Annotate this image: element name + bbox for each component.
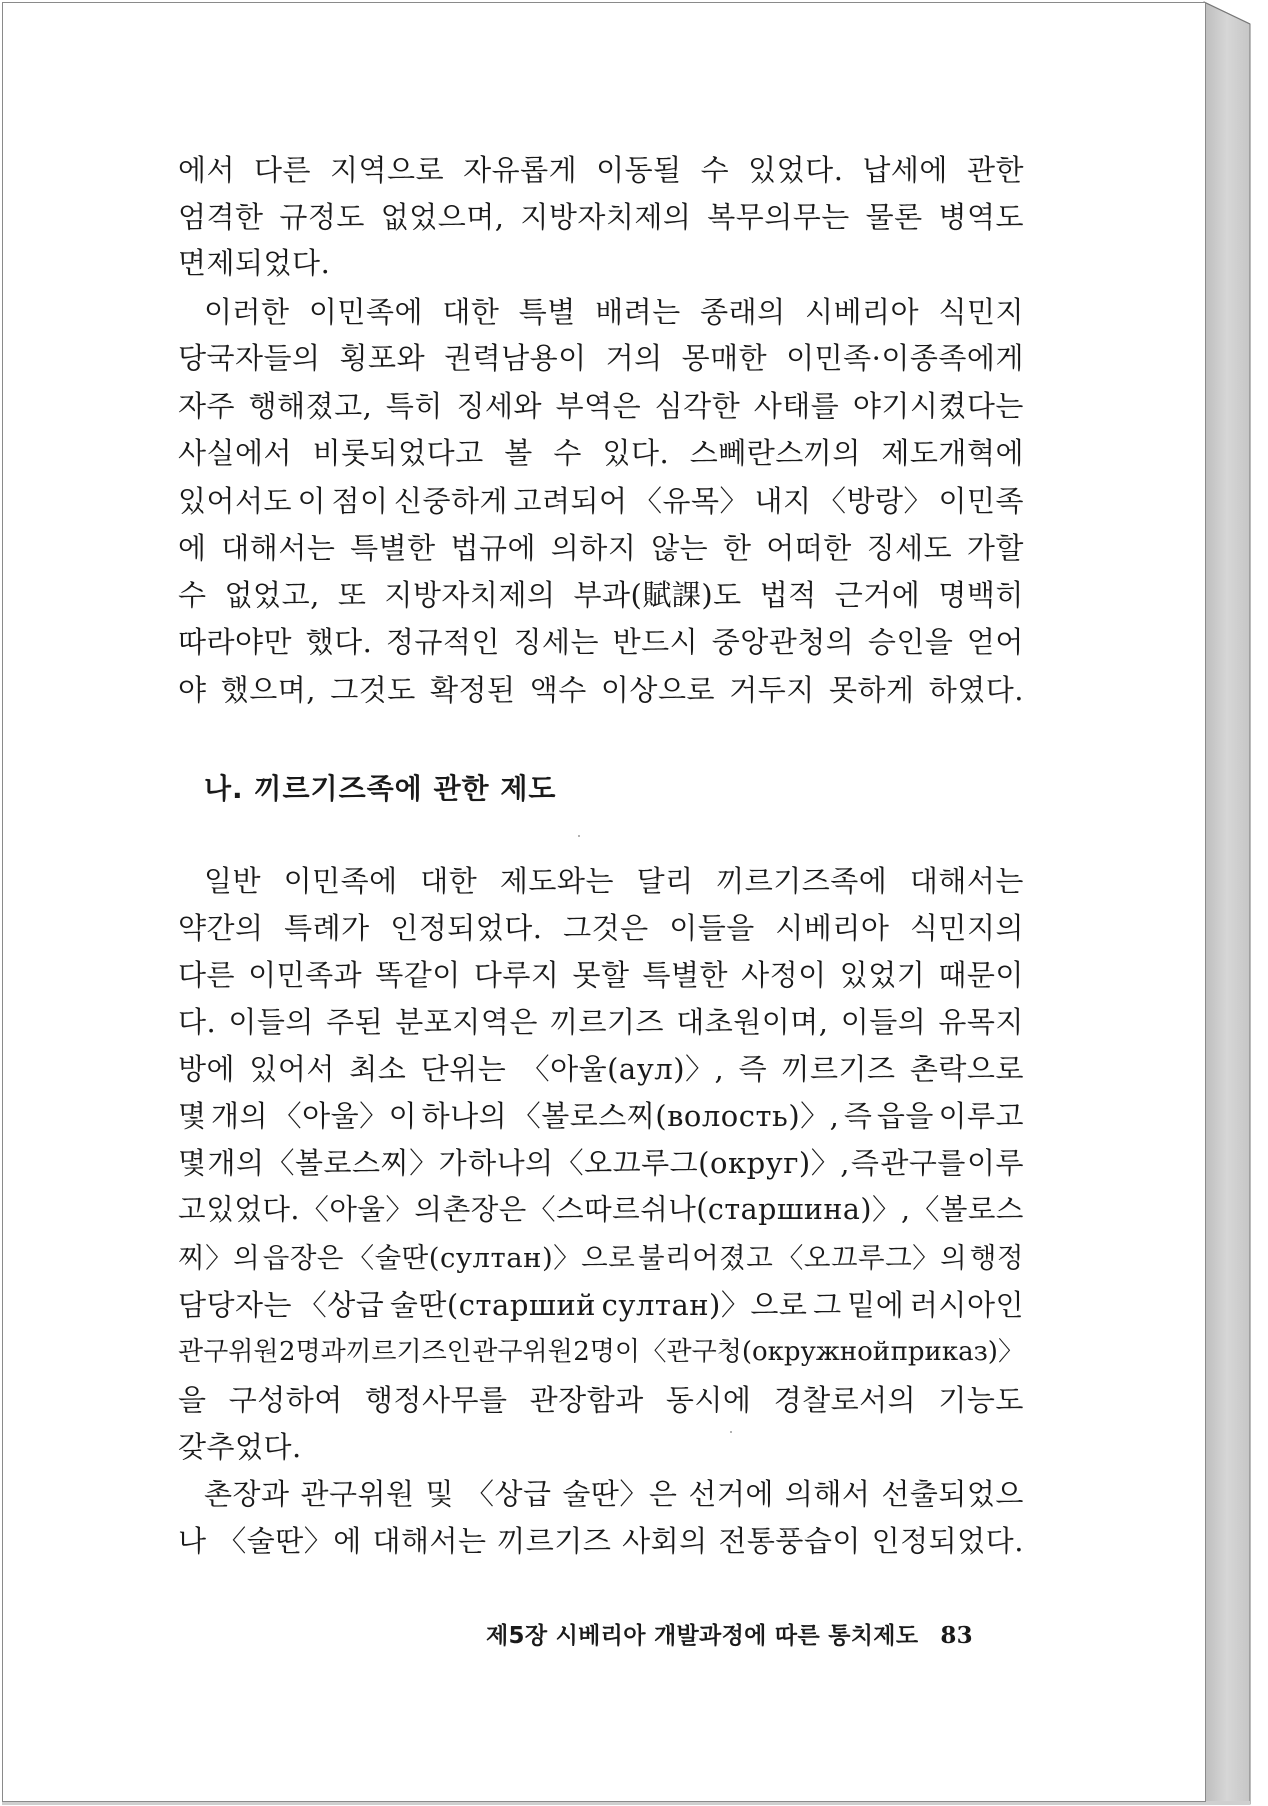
word: 확정된 <box>429 673 516 707</box>
word: 이민족과 <box>248 958 363 992</box>
word: 하나의 <box>468 1146 554 1180</box>
word: 고 <box>178 1193 207 1226</box>
word: 내지 <box>754 484 812 518</box>
word: 거두지 <box>729 673 815 707</box>
text-line <box>178 1096 1024 1136</box>
word: 즉 <box>738 1052 768 1086</box>
word: 인정되었다. <box>390 911 543 945</box>
word: 수 <box>700 153 730 187</box>
word: 엄격한 <box>178 200 264 234</box>
word: 끼르기즈 <box>497 1524 612 1558</box>
word: 대해서는 <box>909 864 1024 898</box>
word: 술딴〉은 <box>562 1477 678 1511</box>
word: 〈아울〉의 <box>300 1193 443 1226</box>
word: 점이 <box>331 484 389 518</box>
word: 식민지의 <box>909 911 1024 945</box>
word: 이 <box>297 484 327 518</box>
word: 다른 <box>178 958 236 992</box>
word: 않는 <box>651 531 709 565</box>
word: 거의 <box>605 341 663 375</box>
word: 수 <box>553 436 582 470</box>
word: 있었다. <box>206 1193 300 1226</box>
word: 주된 <box>326 1005 384 1039</box>
word: 지방자치제의 <box>384 578 556 612</box>
word: 징세도 <box>866 531 953 565</box>
word: 관구를 <box>880 1146 966 1180</box>
word: 식민지 <box>938 295 1024 329</box>
word: 비롯되었다고 <box>312 436 484 470</box>
word: 볼 <box>504 436 533 470</box>
word: 수 <box>178 578 207 612</box>
word: 몇 <box>178 1099 207 1133</box>
word: 특별 <box>518 295 576 329</box>
word: 고려되어 <box>513 484 628 518</box>
word: 밑에 <box>847 1288 905 1322</box>
word: 구성하여 <box>228 1383 343 1417</box>
word: 및 <box>425 1477 454 1511</box>
word: 전통풍습이 <box>718 1524 861 1558</box>
word: 읍장은 <box>262 1242 344 1274</box>
word: 관구위원 <box>300 1477 415 1511</box>
word: 이들을 <box>669 911 755 945</box>
word: 에 <box>178 531 207 565</box>
word: 중앙관청의 <box>711 625 855 659</box>
word: 이민족에 <box>308 295 423 329</box>
text-line <box>178 622 1024 662</box>
word: 의해서 <box>784 1477 871 1511</box>
word: 〈아울(аул)〉, <box>520 1052 725 1086</box>
text-line <box>204 292 1024 332</box>
word: 관구위원 <box>178 1337 279 1367</box>
word: приказ)〉 <box>890 1337 1024 1367</box>
word: 야기시켰다는 <box>852 389 1024 423</box>
word: 똑같이 <box>375 958 461 992</box>
word: 〈상급 <box>297 1288 385 1322</box>
word: 을 <box>178 1383 207 1417</box>
word: 끼르기즈 <box>550 1005 665 1039</box>
text-line: 갖추었다. <box>178 1430 302 1464</box>
word: 즉 <box>850 1146 880 1180</box>
word: 승인을 <box>867 625 954 659</box>
text-line <box>178 386 1024 426</box>
word: 사정이 <box>741 958 827 992</box>
word: 물론 <box>865 200 923 234</box>
word: 〈오끄루그〉의 <box>775 1242 968 1274</box>
word: 달리 <box>636 864 694 898</box>
text-line <box>204 861 1024 901</box>
word: 유목지 <box>938 1005 1024 1039</box>
word: 술딴(старший <box>389 1288 597 1322</box>
word: 복무의무는 <box>707 200 850 234</box>
text-line <box>178 1143 1024 1183</box>
text-line <box>178 1380 1024 1420</box>
word: 액수 <box>529 673 587 707</box>
word: 그 <box>813 1288 842 1322</box>
word: 있어서 <box>249 1052 335 1086</box>
word: 〈술딴(султан)〉으로 <box>346 1242 636 1274</box>
word: 단위는 <box>420 1052 507 1086</box>
word: 제도와는 <box>499 864 614 898</box>
word: 특히 <box>385 389 443 423</box>
word: 부과(賦課)도 <box>573 578 742 612</box>
word: 징세와 <box>456 389 543 423</box>
text-line <box>178 1238 1024 1278</box>
word: 이들의 <box>228 1005 314 1039</box>
word: 〈방랑〉 <box>816 484 933 518</box>
word: султан)〉으로 <box>601 1288 808 1322</box>
word: 스뻬란스끼의 <box>689 436 861 470</box>
word: 납세에 <box>862 153 948 187</box>
word: 불리어졌고 <box>637 1242 774 1274</box>
word: 선출되었으 <box>881 1477 1024 1511</box>
word: 〈볼로스찌(волость)〉, <box>511 1099 840 1133</box>
word: 자유롭게 <box>463 153 578 187</box>
word: 사회의 <box>622 1524 708 1558</box>
word: 지역으로 <box>330 153 445 187</box>
word: 인정되었다. <box>871 1524 1024 1558</box>
word: 얻어 <box>966 625 1024 659</box>
word: 이민족에 <box>283 864 398 898</box>
word: 병역도 <box>938 200 1024 234</box>
word: 〈볼로스찌〉가 <box>265 1146 468 1180</box>
word: 개의 <box>207 1146 265 1180</box>
text-line <box>204 1474 1024 1514</box>
word: 방에 <box>178 1052 236 1086</box>
word: 이민족·이종족에게 <box>786 341 1024 375</box>
word: 따라야만 <box>178 625 293 659</box>
text-line <box>178 528 1024 568</box>
word: 사실에서 <box>178 436 293 470</box>
word: 사태를 <box>753 389 840 423</box>
word: 있었기 <box>839 958 926 992</box>
word: 근거에 <box>834 578 921 612</box>
text-line <box>178 575 1024 615</box>
word: 〈아울〉이 <box>272 1099 418 1133</box>
word: 한 <box>722 531 752 565</box>
word: 행정사무를 <box>364 1383 508 1417</box>
word: 이들의 <box>840 1005 927 1039</box>
word: 분포지역은 <box>395 1005 538 1039</box>
word: 규정도 <box>279 200 365 234</box>
word: 약간의 <box>178 911 264 945</box>
word: 대해서는 <box>221 531 336 565</box>
word: 특별한 <box>642 958 729 992</box>
scan-speck <box>578 835 580 837</box>
word: 있다. <box>602 436 670 470</box>
scan-speck <box>730 1431 732 1433</box>
word: 했다. <box>305 625 373 659</box>
word: 때문이 <box>938 958 1024 992</box>
word: 이상으로 <box>600 673 715 707</box>
text-line <box>178 670 1024 710</box>
running-title: 제5장 시베리아 개발과정에 따른 통치제도 <box>486 1623 919 1649</box>
word: 이러한 <box>204 295 290 329</box>
word: 대초원이며, <box>676 1005 829 1039</box>
word: 2명과 <box>278 1337 346 1367</box>
word: 2명이 <box>573 1337 641 1367</box>
word: 못하게 <box>828 673 915 707</box>
word: 했으며, <box>220 673 316 707</box>
word: 없었으며, <box>380 200 505 234</box>
text-line <box>178 908 1024 948</box>
word: 관구위원 <box>472 1337 573 1367</box>
word: 있어서도 <box>178 484 293 518</box>
page-footer <box>486 1617 973 1650</box>
word: 찌〉의 <box>178 1242 261 1274</box>
text-line <box>178 955 1024 995</box>
word: 의하지 <box>550 531 637 565</box>
word: 대해서는 <box>372 1524 487 1558</box>
word: 특례가 <box>284 911 370 945</box>
section-heading: 나. 끼르기즈족에 관한 제도 <box>204 772 557 805</box>
word: 기능도 <box>938 1383 1024 1417</box>
word: 몇 <box>178 1146 207 1180</box>
word: 징세는 <box>513 625 600 659</box>
word: 어떠한 <box>766 531 852 565</box>
word: 행해졌고, <box>248 389 373 423</box>
word: 또 <box>337 578 367 612</box>
word: 동시에 <box>665 1383 752 1417</box>
text-line <box>178 481 1024 521</box>
word: 다루지 <box>473 958 560 992</box>
text-line <box>178 1049 1024 1089</box>
text-line <box>178 1521 1024 1561</box>
word: 이루고 <box>938 1099 1024 1133</box>
word: 그것은 <box>563 911 649 945</box>
word: 몽매한 <box>681 341 768 375</box>
word: 정규적인 <box>385 625 500 659</box>
word: 있었다. <box>748 153 844 187</box>
word: 나 <box>178 1524 207 1558</box>
word: 〈관구청(окружной <box>640 1337 891 1367</box>
word: 횡포와 <box>339 341 426 375</box>
text-line <box>178 197 1024 237</box>
word: 즉 <box>843 1099 873 1133</box>
word: 개의 <box>211 1099 269 1133</box>
text-line <box>178 1285 1024 1325</box>
word: 법적 <box>759 578 817 612</box>
word: 〈오끄루그(округ)〉, <box>554 1146 850 1180</box>
word: 관장함과 <box>529 1383 644 1417</box>
word: 촌장과 <box>204 1477 290 1511</box>
word: 대한 <box>442 295 500 329</box>
word: 대한 <box>420 864 478 898</box>
word: 특별한 <box>350 531 436 565</box>
word: 최소 <box>349 1052 407 1086</box>
word: 담당자는 <box>178 1288 293 1322</box>
word: 촌락으로 <box>909 1052 1024 1086</box>
word: 법규에 <box>450 531 537 565</box>
word: 선거에 <box>688 1477 774 1511</box>
text-line <box>178 433 1024 473</box>
word: 야 <box>178 673 207 707</box>
word: 종래의 <box>700 295 786 329</box>
word: 부역은 <box>555 389 642 423</box>
word: 이루 <box>966 1146 1024 1180</box>
word: 심각한 <box>654 389 741 423</box>
word: 권력남용이 <box>444 341 587 375</box>
word: 에서 <box>178 153 236 187</box>
text-line <box>178 150 1024 190</box>
text-line <box>178 1332 1024 1372</box>
word: 일반 <box>204 864 262 898</box>
word: 이민족 <box>938 484 1024 518</box>
word: 없었고, <box>224 578 320 612</box>
text-line <box>178 338 1024 378</box>
page-number: 83 <box>940 1622 973 1649</box>
word: 경찰로서의 <box>773 1383 917 1417</box>
word: 이동될 <box>596 153 682 187</box>
word: 〈볼로스 <box>910 1193 1024 1226</box>
word: 시베리아 <box>805 295 920 329</box>
word: 다른 <box>254 153 312 187</box>
word: 촌장은 <box>442 1193 527 1226</box>
word: 지방자치제의 <box>520 200 692 234</box>
word: 끼르기즈족에 <box>716 864 888 898</box>
word: 가할 <box>966 531 1024 565</box>
word: 시베리아 <box>775 911 890 945</box>
word: 신중하게 <box>393 484 509 518</box>
text-line <box>178 1190 1024 1230</box>
word: 끼르기즈인 <box>346 1337 472 1367</box>
word: 〈상급 <box>464 1477 552 1511</box>
word: 배려는 <box>595 295 681 329</box>
text-line: 면제되었다. <box>178 246 331 280</box>
word: 〈유목〉 <box>633 484 750 518</box>
word: 다. <box>178 1005 217 1039</box>
word: 반드시 <box>612 625 699 659</box>
word: 러시아인 <box>909 1288 1024 1322</box>
word: 끼르기즈 <box>781 1052 896 1086</box>
word: 행정 <box>969 1242 1024 1274</box>
word: 관한 <box>966 153 1024 187</box>
word: 못할 <box>572 958 630 992</box>
word: 〈술딴〉에 <box>217 1524 362 1558</box>
word: 하였다. <box>928 673 1024 707</box>
word: 명백히 <box>938 578 1024 612</box>
word: 그것도 <box>330 673 416 707</box>
word: 당국자들의 <box>178 341 321 375</box>
word: 하나의 <box>421 1099 508 1133</box>
word: 제도개혁에 <box>881 436 1024 470</box>
text-line <box>178 1002 1024 1042</box>
word: 자주 <box>178 389 236 423</box>
word: 읍을 <box>876 1099 934 1133</box>
word: 〈스따르쉬나(старшина)〉, <box>527 1193 911 1226</box>
